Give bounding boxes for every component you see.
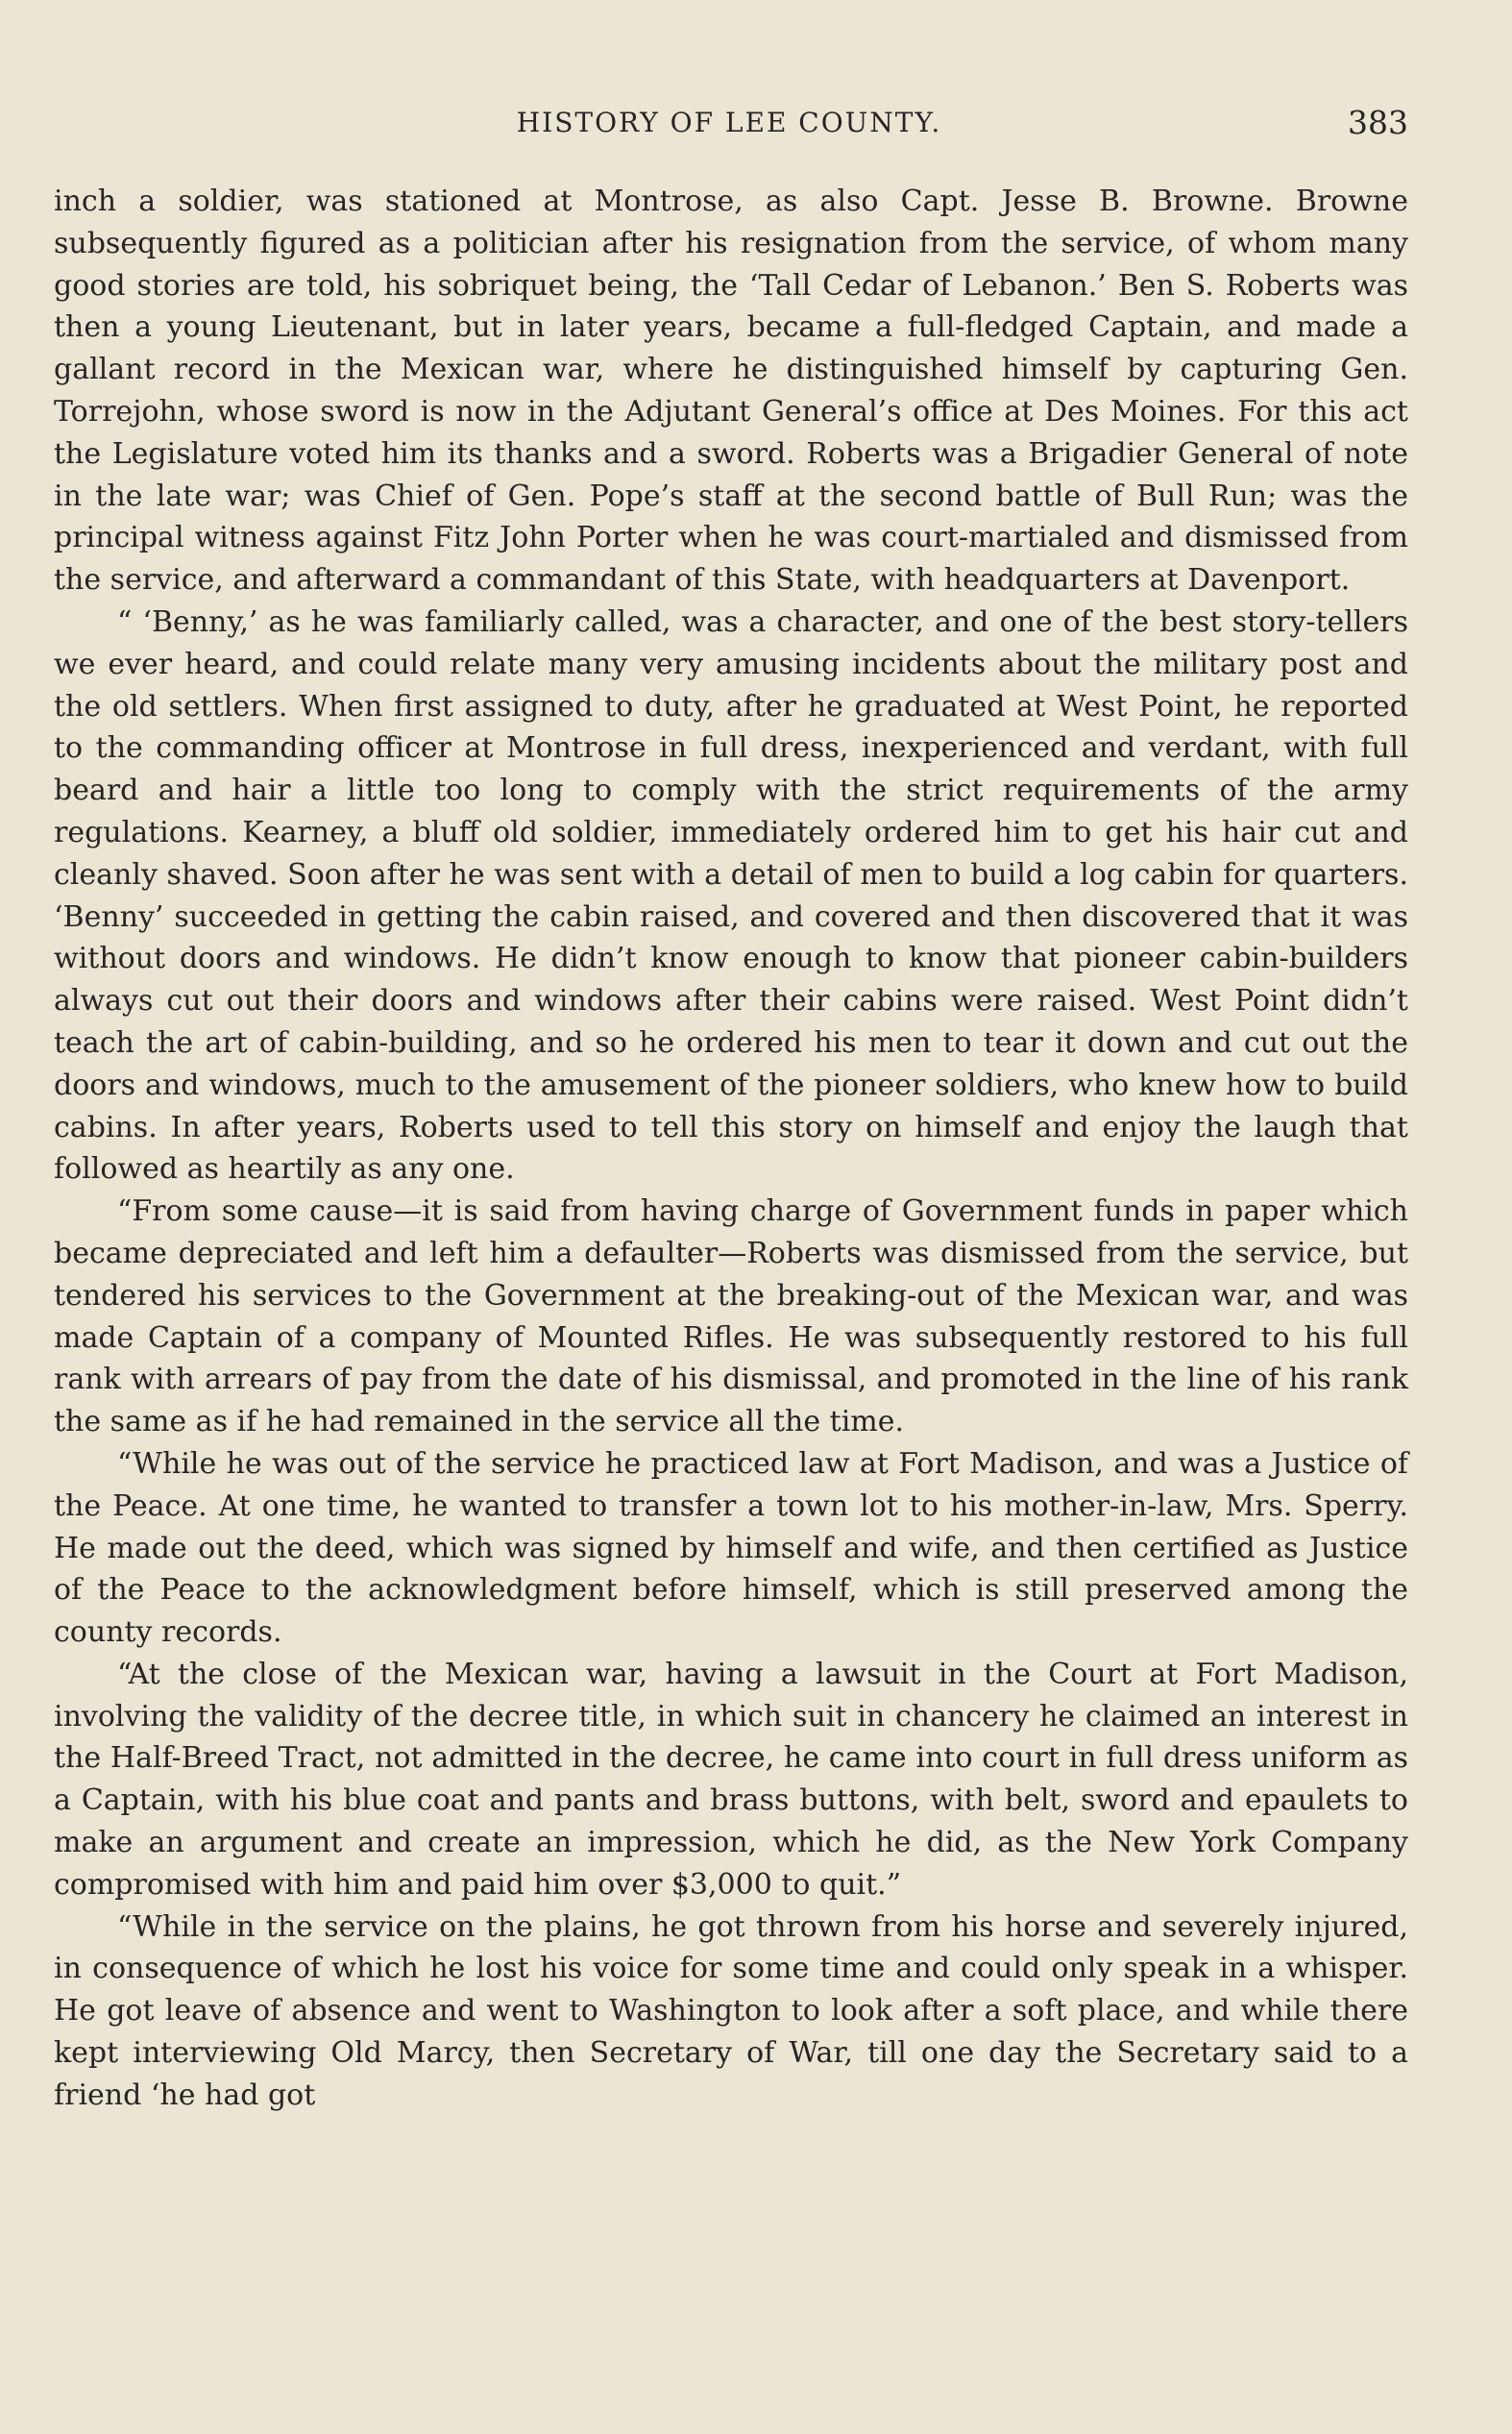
- running-head: [50, 102, 1408, 152]
- paragraph-1: inch a soldier, was stationed at Montrose, as also Capt. Jesse B. Browne. Browne subsequently figured as a politician after his resignation from the service, of whom many good stories are told, his sobriquet being, the ‘Tall Cedar of Lebanon.’ Ben S. Roberts was then a young Lieutenant, but in later years, became a full-fledged Captain, and made a gallant record in the Mexican war, where he distinguished himself by capturing Gen. Torrejohn, whose sword is now in the Adjutant General’s office at Des Moines. For this act the Legislature voted him its thanks and a sword. Roberts was a Brigadier General of note in the late war; was Chief of Gen. Pope’s staff at the second battle of Bull Run; was the principal witness against Fitz John Porter when he was court-martialed and dismissed from the service, and afterward a commandant of this State, with headquarters at Davenport.: [54, 184, 1408, 598]
- paragraph-2: “ ‘Benny,’ as he was familiarly called, was a character, and one of the best story-tellers we ever heard, and could relate many very amusing incidents about the military post and the old settlers. When first assigned to duty, after he graduated at West Point, he reported to the commanding officer at Montrose in full dress, inexperienced and verdant, with full beard and hair a little too long to comply with the strict requirements of the army regulations. Kearney, a bluff old soldier, immediately ordered him to get his hair cut and cleanly shaved. Soon after he was sent with a detail of men to build a log cabin for quarters. ‘Benny’ succeeded in getting the cabin raised, and covered and then discovered that it was without doors and windows. He didn’t know enough to know that pioneer cabin-builders always cut out their doors and windows after their cabins were raised. West Point didn’t teach the art of cabin-building, and so he ordered his men to tear it down and cut out the doors and windows, much to the amusement of the pioneer soldiers, who knew how to build cabins. In after years, Roberts used to tell this story on himself and enjoy the laugh that followed as heartily as any one.: [54, 604, 1408, 1187]
- paragraph-5: “At the close of the Mexican war, having a lawsuit in the Court at Fort Madison, involving the validity of the decree title, in which suit in chancery he claimed an interest in the Half-Breed Tract, not admitted in the decree, he came into court in full dress uniform as a Captain, with his blue coat and pants and brass buttons, with belt, sword and epaulets to make an argument and create an impression, which he did, as the New York Company compromised with him and paid him over $3,000 to quit.”: [54, 1657, 1408, 1902]
- paragraph-4: “While he was out of the service he practiced law at Fort Madison, and was a Justice of the Peace. At one time, he wanted to transfer a town lot to his mother-in-law, Mrs. Sperry. He made out the deed, which was signed by himself and wife, and then certified as Justice of the Peace to the acknowledgment before himself, which is still preserved among the county records.: [54, 1446, 1408, 1650]
- paragraph-3: “From some cause—it is said from having charge of Government funds in paper which became depreciated and left him a defaulter—Roberts was dismissed from the service, but tendered his services to the Government at the breaking-out of the Mexican war, and was made Captain of a company of Mounted Rifles. He was subsequently restored to his full rank with arrears of pay from the date of his dismissal, and promoted in the line of his rank the same as if he had remained in the service all the time.: [54, 1194, 1408, 1439]
- running-title: HISTORY OF LEE COUNTY.: [516, 107, 942, 138]
- body-text: [54, 181, 1408, 2117]
- page-number: 383: [1348, 104, 1408, 141]
- paragraph-6: “While in the service on the plains, he got thrown from his horse and severely injured, in consequence of which he lost his voice for some time and could only speak in a whisper. He got leave of absence and went to Washington to look after a soft place, and while there kept interviewing Old Marcy, then Secretary of War, till one day the Secretary said to a friend ‘he had got: [54, 1909, 1408, 2112]
